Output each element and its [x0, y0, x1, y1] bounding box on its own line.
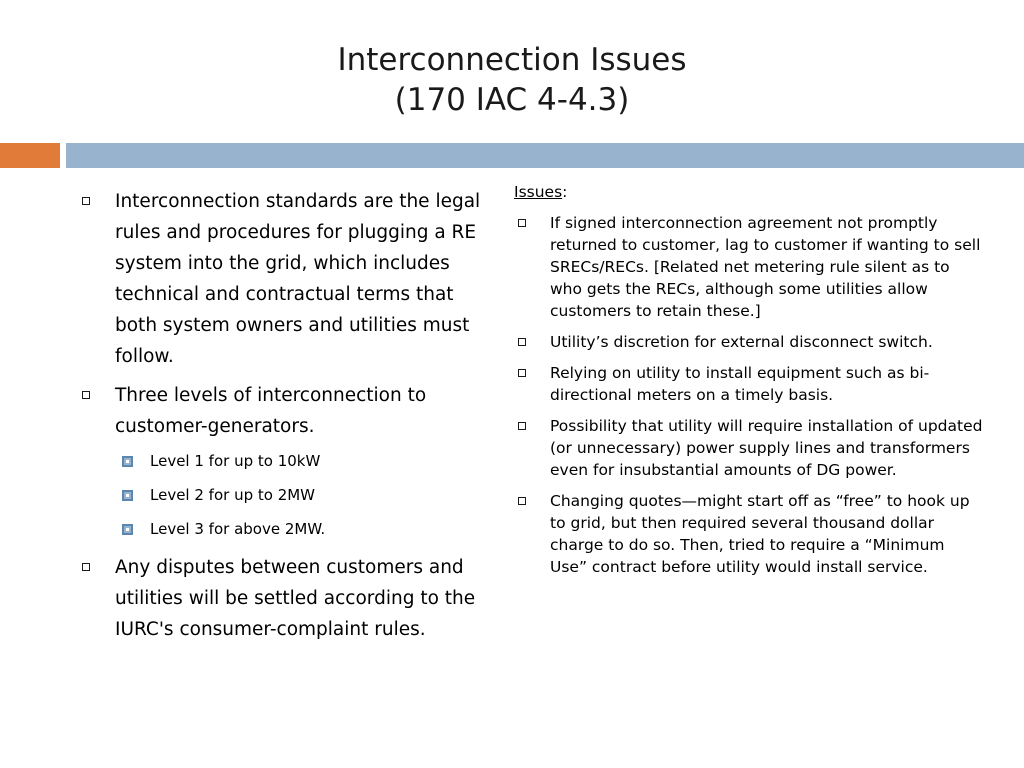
square-bullet-icon: [518, 338, 526, 346]
issue-text: Relying on utility to install equipment such as bi-directional meters on a timely basis.: [550, 364, 930, 404]
right-column: [514, 181, 984, 587]
sub-bullet-list: [78, 450, 498, 540]
issue-item: [514, 415, 984, 481]
issues-heading: [514, 181, 984, 203]
issue-text: Changing quotes—might start off as “free” to hook up to grid, but then required several thousand dollar charge to do so. Then, tried to require a “Minimum Use” contract before utility would install service.: [550, 492, 970, 576]
square-bullet-icon: [518, 422, 526, 430]
bullet-text: Any disputes between customers and utilities will be settled according to the IURC's consumer-complaint rules.: [115, 557, 476, 640]
filled-square-bullet-icon: [122, 456, 133, 467]
issue-item: [514, 490, 984, 578]
issue-item: [514, 212, 984, 322]
bullet-item: [78, 186, 498, 372]
filled-square-bullet-icon: [122, 490, 133, 501]
bullet-text: Interconnection standards are the legal rules and procedures for plugging a RE system into the grid, which includes technical and contractual terms that both system owners and utilities must follow.: [115, 191, 481, 367]
issues-heading-label: Issues: [514, 183, 563, 201]
issue-text: If signed interconnection agreement not promptly returned to customer, lag to customer if wanting to sell SRECs/RECs. [Related net metering rule silent as to who gets the RECs, although some utilities allow customers to retain these.]: [550, 214, 981, 320]
square-bullet-icon: [82, 391, 90, 399]
accent-bar-orange: [0, 143, 60, 168]
sub-bullet-item: [78, 518, 498, 540]
title-line-2: (170 IAC 4-4.3): [394, 82, 630, 118]
issue-item: [514, 331, 984, 353]
square-bullet-icon: [82, 563, 90, 571]
bullet-item: [78, 380, 498, 442]
issues-heading-colon: :: [562, 183, 568, 201]
bullet-item: [78, 552, 498, 645]
sub-bullet-text: Level 3 for above 2MW.: [150, 520, 326, 538]
square-bullet-icon: [82, 197, 90, 205]
bullet-text: Three levels of interconnection to customer-generators.: [115, 385, 427, 437]
square-bullet-icon: [518, 497, 526, 505]
issue-text: Utility’s discretion for external disconnect switch.: [550, 333, 933, 351]
left-column: [78, 186, 498, 653]
square-bullet-icon: [518, 219, 526, 227]
slide-title: [0, 40, 1024, 120]
square-bullet-icon: [518, 369, 526, 377]
accent-bar-blue: [66, 143, 1024, 168]
title-line-1: Interconnection Issues: [337, 42, 687, 78]
issue-text: Possibility that utility will require installation of updated (or unnecessary) power supply lines and transformers even for insubstantial amounts of DG power.: [550, 417, 983, 479]
sub-bullet-text: Level 2 for up to 2MW: [150, 486, 316, 504]
sub-bullet-text: Level 1 for up to 10kW: [150, 452, 321, 470]
issue-item: [514, 362, 984, 406]
sub-bullet-item: [78, 484, 498, 506]
filled-square-bullet-icon: [122, 524, 133, 535]
sub-bullet-item: [78, 450, 498, 472]
